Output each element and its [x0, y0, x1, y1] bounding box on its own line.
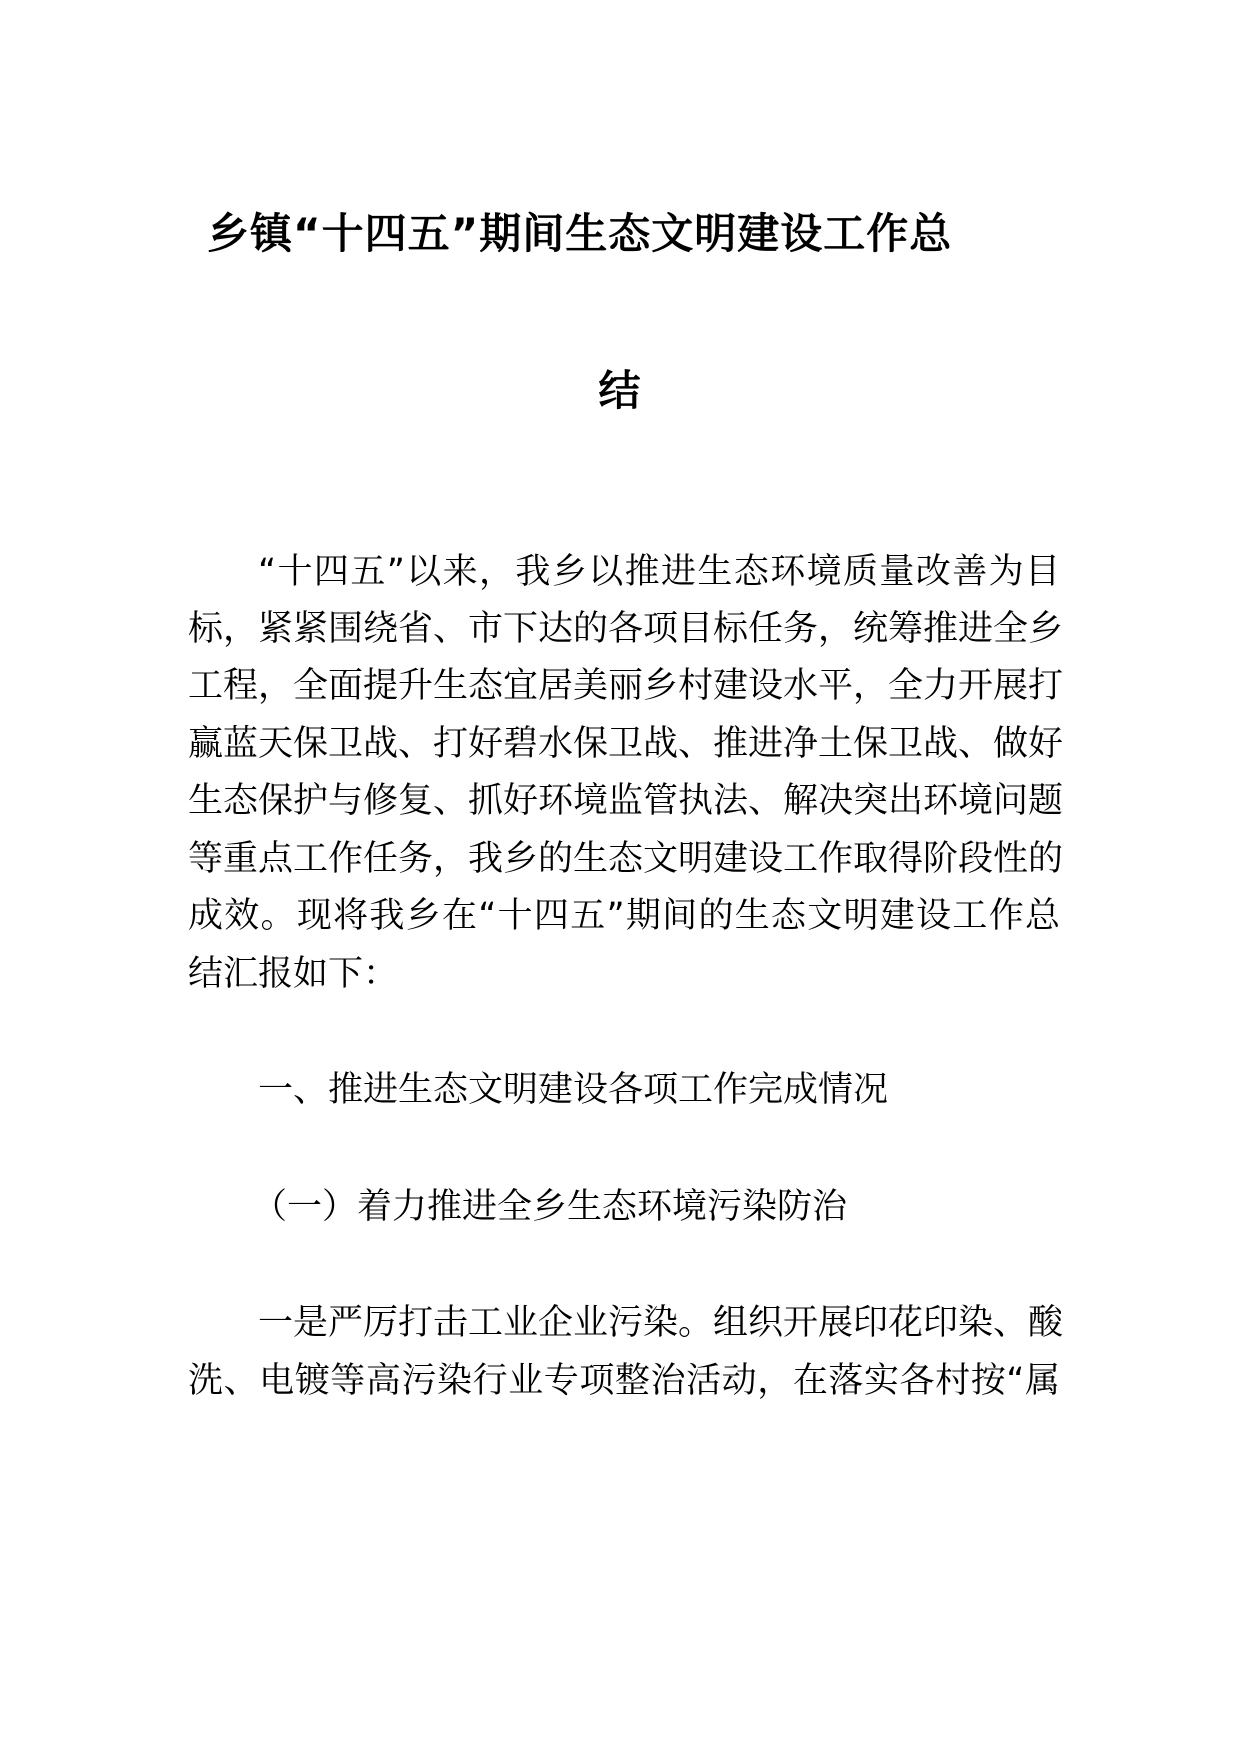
intro-paragraph-line: 成效。现将我乡在“十四五”期间的生态文明建设工作总	[188, 896, 1060, 936]
intro-paragraph-line: 标，紧紧围绕省、市下达的各项目标任务，统筹推进全乡	[188, 609, 1064, 649]
intro-paragraph-line: “十四五”以来，我乡以推进生态环境质量改善为目	[258, 552, 1060, 592]
intro-paragraph-line: 生态保护与修复、抓好环境监管执法、解决突出环境问题	[188, 781, 1064, 821]
document-title-line-1: 乡镇“十四五”期间生态文明建设工作总	[207, 209, 953, 258]
intro-paragraph-line: 赢蓝天保卫战、打好碧水保卫战、推进净土保卫战、做好	[188, 724, 1064, 764]
intro-paragraph-line: 结汇报如下：	[188, 954, 399, 994]
subsection-heading-1: （一）着力推进全乡生态环境污染防治	[252, 1187, 848, 1227]
intro-paragraph-line: 工程，全面提升生态宜居美丽乡村建设水平，全力开展打	[188, 666, 1064, 706]
document-title-line-2: 结	[598, 366, 642, 415]
point-1-line: 洗、电镀等高污染行业专项整治活动，在落实各村按“属	[188, 1361, 1060, 1401]
point-1-line: 一是严厉打击工业企业污染。组织开展印花印染、酸	[258, 1303, 1064, 1343]
section-heading-1: 一、推进生态文明建设各项工作完成情况	[258, 1070, 889, 1110]
intro-paragraph-line: 等重点工作任务，我乡的生态文明建设工作取得阶段性的	[188, 839, 1064, 879]
